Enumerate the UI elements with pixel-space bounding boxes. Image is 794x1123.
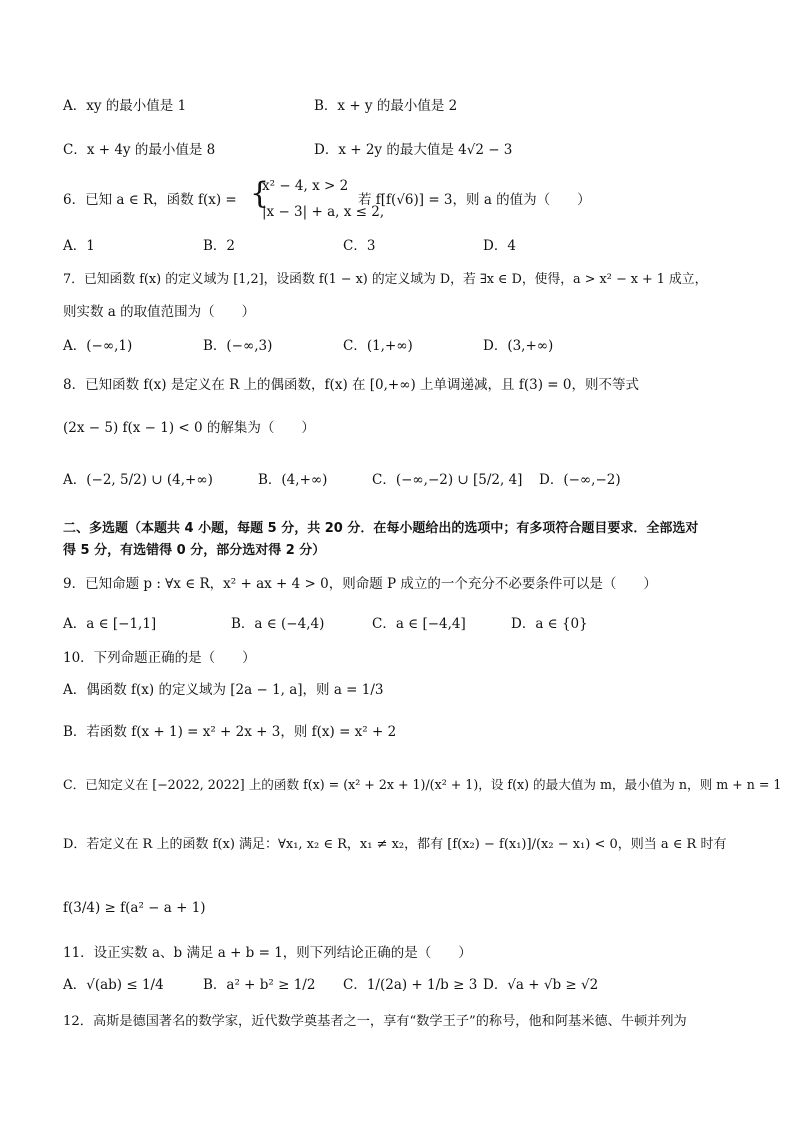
q8-stem-1: 8．已知函数 f(x) 是定义在 R 上的偶函数，f(x) 在 [0,+∞) 上单调递减，且 f(3) = 0，则不等式 bbox=[63, 377, 639, 393]
q7-option-d: D．(3,+∞) bbox=[483, 338, 554, 354]
q6-brace: { bbox=[250, 176, 270, 211]
q8-stem-2: (2x − 5) f(x − 1) < 0 的解集为（ ） bbox=[63, 420, 315, 436]
q7-option-c: C．(1,+∞) bbox=[343, 338, 413, 354]
q8-option-a: A．(−2, 5/2) ∪ (4,+∞) bbox=[63, 472, 213, 488]
q5-option-d: D．x + 2y 的最大值是 4√2 − 3 bbox=[314, 142, 513, 158]
q11-option-b: B．a² + b² ≥ 1/2 bbox=[203, 977, 316, 993]
q10-option-c: C．已知定义在 [−2022, 2022] 上的函数 f(x) = (x² + 2x + 1)/(x² + 1)，设 f(x) 的最大值为 m，最小值为 n，则 m + n = 1 bbox=[63, 777, 782, 792]
q6-option-d: D．4 bbox=[483, 238, 516, 254]
section-2-heading-line-1: 二、多选题（本题共 4 小题，每题 5 分，共 20 分．在每小题给出的选项中；有多项符合题目要求．全部选对 bbox=[63, 521, 699, 536]
q10-option-d-line-2: f(3/4) ≥ f(a² − a + 1) bbox=[63, 900, 206, 916]
q10-option-b: B．若函数 f(x + 1) = x² + 2x + 3，则 f(x) = x² + 2 bbox=[63, 724, 397, 740]
q11-stem: 11．设正实数 a、b 满足 a + b = 1，则下列结论正确的是（ ） bbox=[63, 945, 472, 961]
q10-stem: 10．下列命题正确的是（ ） bbox=[63, 650, 256, 666]
q9-stem: 9．已知命题 p : ∀x ∈ R，x² + ax + 4 > 0，则命题 P 成立的一个充分不必要条件可以是（ ） bbox=[63, 576, 657, 592]
q8-option-b: B．(4,+∞) bbox=[258, 472, 328, 488]
q6-stem-b: 若 f[f(√6)] = 3，则 a 的值为（ ） bbox=[358, 192, 591, 208]
q9-option-a: A．a ∈ [−1,1] bbox=[63, 616, 157, 632]
q10-option-a: A．偶函数 f(x) 的定义域为 [2a − 1, a]，则 a = 1/3 bbox=[63, 682, 384, 698]
q11-option-d: D．√a + √b ≥ √2 bbox=[483, 977, 599, 993]
q5-option-a: A．xy 的最小值是 1 bbox=[63, 98, 187, 114]
q9-option-d: D．a ∈ {0} bbox=[511, 616, 588, 632]
q6-case-1: x² − 4, x > 2 bbox=[262, 178, 349, 194]
q5-option-b: B．x + y 的最小值是 2 bbox=[314, 98, 458, 114]
q12-stem: 12．高斯是德国著名的数学家，近代数学奠基者之一，享有“数学王子”的称号，他和阿基米德、牛顿并列为 bbox=[63, 1014, 687, 1029]
q9-option-b: B．a ∈ (−4,4) bbox=[231, 616, 325, 632]
q6-option-b: B．2 bbox=[203, 238, 236, 254]
q6-option-a: A．1 bbox=[63, 238, 95, 254]
q6-case-2: |x − 3| + a, x ≤ 2, bbox=[262, 204, 385, 220]
q11-option-a: A．√(ab) ≤ 1/4 bbox=[63, 977, 164, 993]
q10-option-d-line-1: D．若定义在 R 上的函数 f(x) 满足：∀x₁, x₂ ∈ R，x₁ ≠ x₂，都有 [f(x₂) − f(x₁)]/(x₂ − x₁) < 0，则当 a ∈ R 时有 bbox=[63, 837, 727, 852]
q7-option-b: B．(−∞,3) bbox=[203, 338, 273, 354]
q5-option-c: C．x + 4y 的最小值是 8 bbox=[63, 142, 216, 158]
q6-option-c: C．3 bbox=[343, 238, 376, 254]
section-2-heading-line-2: 得 5 分，有选错得 0 分，部分选对得 2 分） bbox=[63, 543, 326, 558]
q9-option-c: C．a ∈ [−4,4] bbox=[372, 616, 466, 632]
q8-option-c: C．(−∞,−2) ∪ [5/2, 4] bbox=[372, 472, 523, 488]
q6-stem-a: 6．已知 a ∈ R，函数 f(x) = bbox=[63, 192, 237, 208]
q7-option-a: A．(−∞,1) bbox=[63, 338, 133, 354]
q11-option-c: C．1/(2a) + 1/b ≥ 3 bbox=[343, 977, 478, 993]
q7-stem-1: 7．已知函数 f(x) 的定义域为 [1,2]，设函数 f(1 − x) 的定义域为 D，若 ∃x ∈ D，使得，a > x² − x + 1 成立， bbox=[63, 272, 708, 287]
q8-option-d: D．(−∞,−2) bbox=[539, 472, 621, 488]
q7-stem-2: 则实数 a 的取值范围为（ ） bbox=[63, 304, 256, 320]
